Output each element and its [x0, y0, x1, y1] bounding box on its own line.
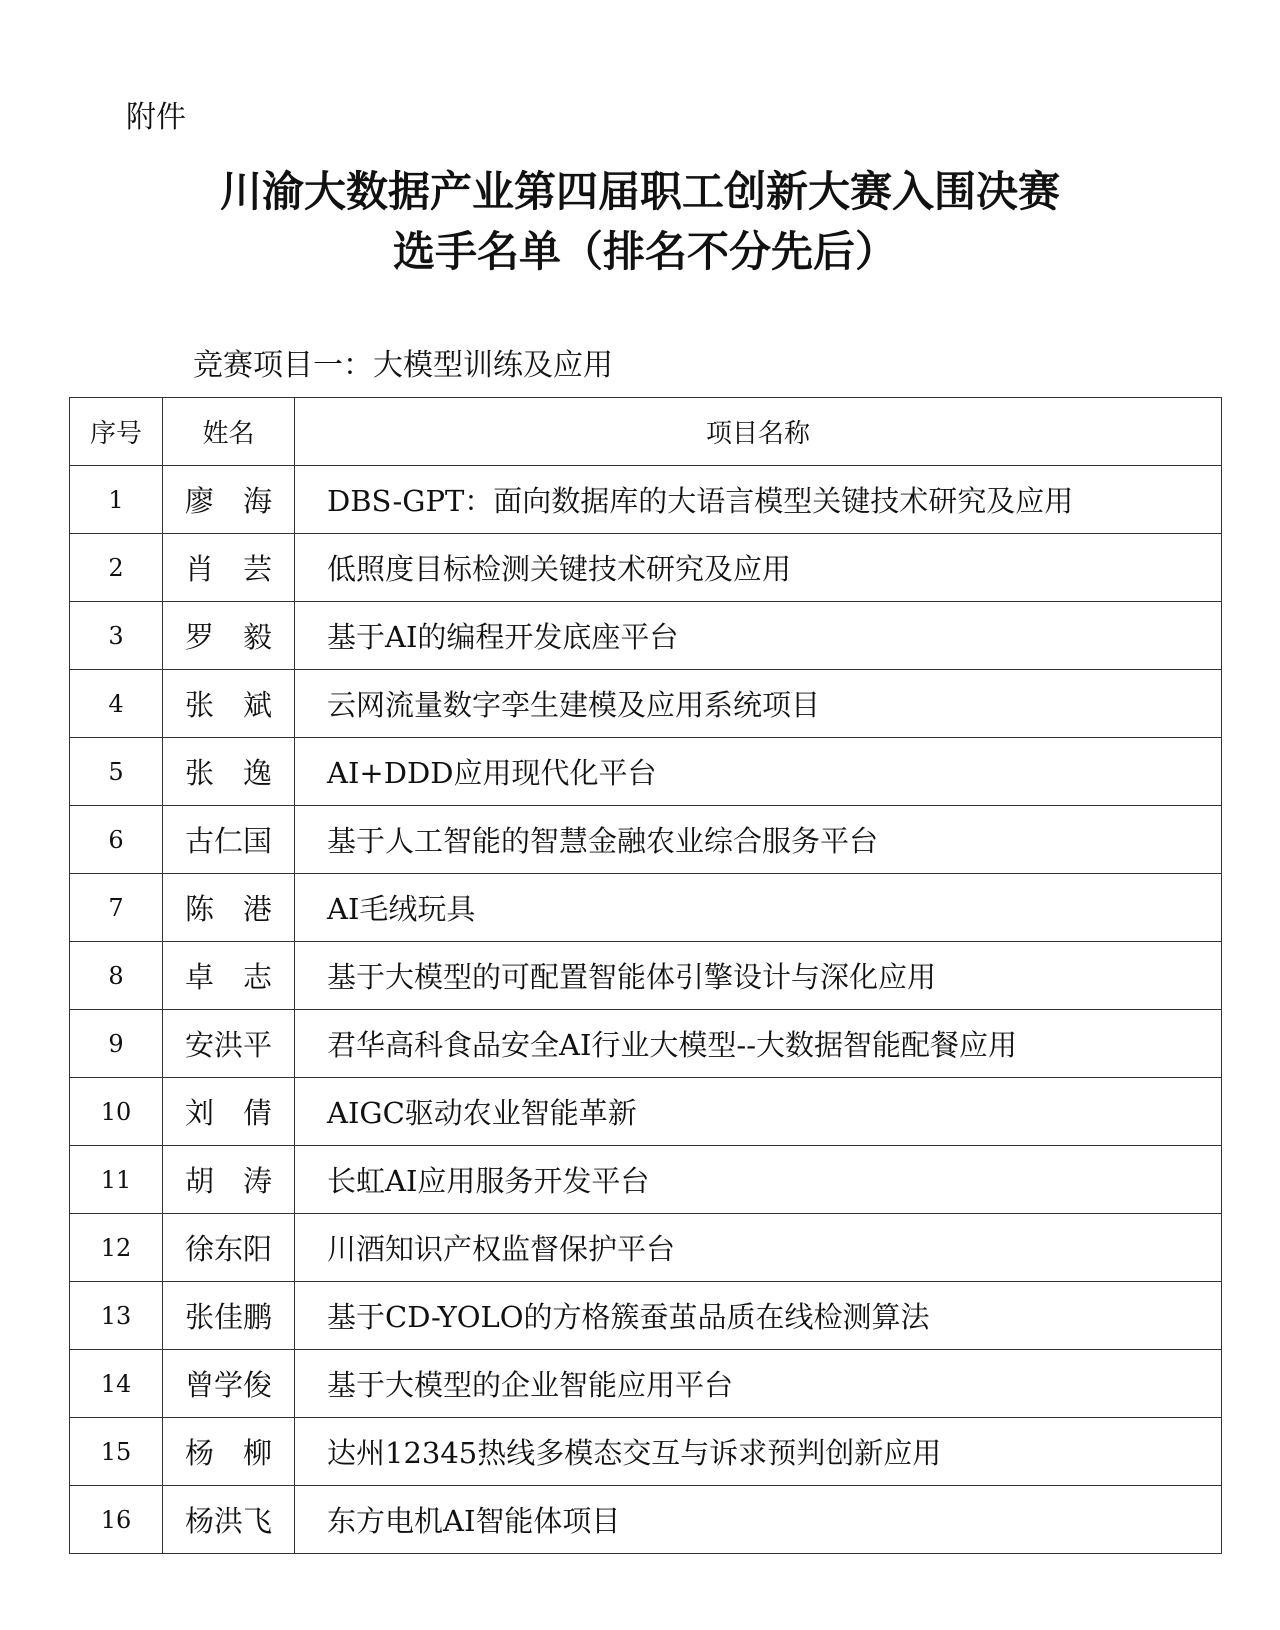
row-serial-number: 15	[70, 1418, 163, 1486]
row-serial-number: 11	[70, 1146, 163, 1214]
header-name: 姓名	[163, 398, 295, 466]
table-row	[70, 602, 1222, 670]
row-contestant-name: 卓 志	[163, 942, 295, 1010]
table-row	[70, 806, 1222, 874]
row-project-name: 基于人工智能的智慧金融农业综合服务平台	[295, 806, 1222, 874]
section-title: 竞赛项目一：大模型训练及应用	[193, 348, 613, 383]
row-project-name: 低照度目标检测关键技术研究及应用	[295, 534, 1222, 602]
table-row	[70, 1350, 1222, 1418]
row-serial-number: 4	[70, 670, 163, 738]
document-title-line-1: 川渝大数据产业第四届职工创新大赛入围决赛	[219, 167, 1060, 216]
document-title	[0, 162, 1280, 282]
row-project-name: AIGC驱动农业智能革新	[295, 1078, 1222, 1146]
row-contestant-name: 胡 涛	[163, 1146, 295, 1214]
row-contestant-name: 杨洪飞	[163, 1486, 295, 1554]
table-row	[70, 1078, 1222, 1146]
row-contestant-name: 罗 毅	[163, 602, 295, 670]
row-project-name: 川酒知识产权监督保护平台	[295, 1214, 1222, 1282]
table-row	[70, 1214, 1222, 1282]
row-project-name: 基于AI的编程开发底座平台	[295, 602, 1222, 670]
row-serial-number: 2	[70, 534, 163, 602]
table-row	[70, 942, 1222, 1010]
row-contestant-name: 古仁国	[163, 806, 295, 874]
row-contestant-name: 肖 芸	[163, 534, 295, 602]
row-contestant-name: 张 斌	[163, 670, 295, 738]
table-row	[70, 1010, 1222, 1078]
row-project-name: 东方电机AI智能体项目	[295, 1486, 1222, 1554]
row-serial-number: 10	[70, 1078, 163, 1146]
row-project-name: AI+DDD应用现代化平台	[295, 738, 1222, 806]
header-serial-number: 序号	[70, 398, 163, 466]
row-contestant-name: 陈 港	[163, 874, 295, 942]
row-project-name: 基于大模型的可配置智能体引擎设计与深化应用	[295, 942, 1222, 1010]
table-row	[70, 466, 1222, 534]
row-serial-number: 1	[70, 466, 163, 534]
row-contestant-name: 杨 柳	[163, 1418, 295, 1486]
row-contestant-name: 徐东阳	[163, 1214, 295, 1282]
row-project-name: 君华高科食品安全AI行业大模型--大数据智能配餐应用	[295, 1010, 1222, 1078]
table-row	[70, 1418, 1222, 1486]
row-contestant-name: 刘 倩	[163, 1078, 295, 1146]
row-serial-number: 3	[70, 602, 163, 670]
table-row	[70, 1282, 1222, 1350]
row-contestant-name: 张 逸	[163, 738, 295, 806]
row-project-name: DBS-GPT：面向数据库的大语言模型关键技术研究及应用	[295, 466, 1222, 534]
row-serial-number: 12	[70, 1214, 163, 1282]
row-serial-number: 8	[70, 942, 163, 1010]
row-serial-number: 13	[70, 1282, 163, 1350]
row-contestant-name: 安洪平	[163, 1010, 295, 1078]
row-serial-number: 5	[70, 738, 163, 806]
row-serial-number: 7	[70, 874, 163, 942]
row-project-name: 长虹AI应用服务开发平台	[295, 1146, 1222, 1214]
row-project-name: 基于大模型的企业智能应用平台	[295, 1350, 1222, 1418]
row-serial-number: 6	[70, 806, 163, 874]
document-title-line-2: 选手名单（排名不分先后）	[392, 227, 897, 276]
header-project-name: 项目名称	[295, 398, 1222, 466]
table-header-row	[70, 398, 1222, 466]
row-project-name: 基于CD-YOLO的方格簇蚕茧品质在线检测算法	[295, 1282, 1222, 1350]
row-contestant-name: 曾学俊	[163, 1350, 295, 1418]
table-row	[70, 874, 1222, 942]
table-row	[70, 1486, 1222, 1554]
row-serial-number: 16	[70, 1486, 163, 1554]
finalist-table	[69, 397, 1222, 1554]
row-serial-number: 14	[70, 1350, 163, 1418]
table-row	[70, 1146, 1222, 1214]
row-contestant-name: 张佳鹏	[163, 1282, 295, 1350]
attachment-label: 附件	[126, 100, 186, 135]
row-project-name: 达州12345热线多模态交互与诉求预判创新应用	[295, 1418, 1222, 1486]
row-contestant-name: 廖 海	[163, 466, 295, 534]
row-serial-number: 9	[70, 1010, 163, 1078]
table-row	[70, 738, 1222, 806]
table-row	[70, 534, 1222, 602]
row-project-name: 云网流量数字孪生建模及应用系统项目	[295, 670, 1222, 738]
row-project-name: AI毛绒玩具	[295, 874, 1222, 942]
table-row	[70, 670, 1222, 738]
